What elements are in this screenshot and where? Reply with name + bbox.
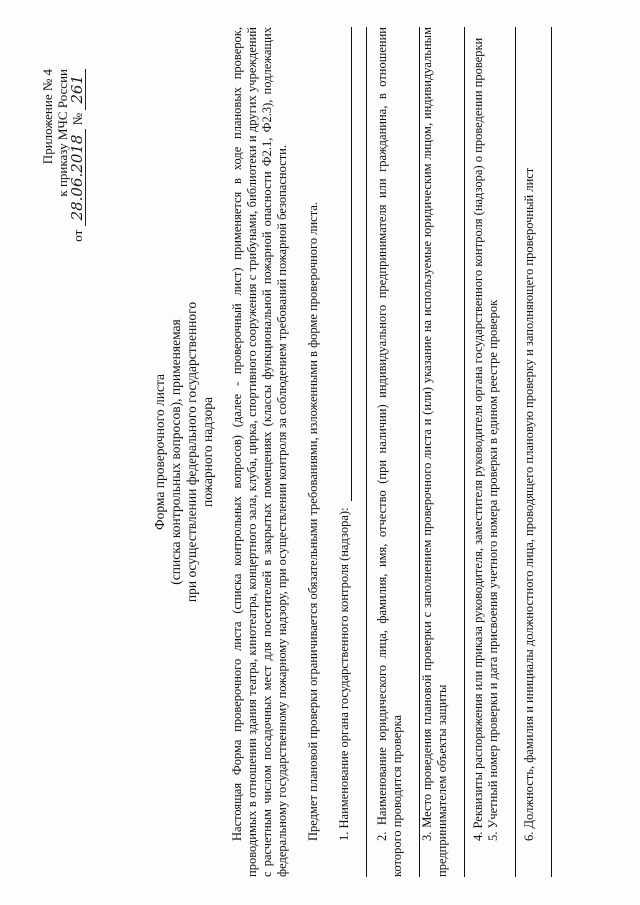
handwritten-date: 28.06.2018 xyxy=(70,129,86,227)
number-label: № xyxy=(70,112,85,126)
title-line-1: Форма проверочного листа xyxy=(152,373,167,531)
item-1-blank[interactable] xyxy=(339,27,352,501)
appendix-order-ref: к приказу МЧС России xyxy=(55,69,70,197)
title-line-4: пожарного надзора xyxy=(200,397,215,508)
item-1-blank-line[interactable] xyxy=(352,27,367,877)
from-label: от xyxy=(70,229,85,242)
subject-paragraph: Предмет плановой проверки ограничивается обязательными требованиями, изложенными в форме проверочного листа. xyxy=(306,202,320,841)
appendix-date-line xyxy=(70,69,86,242)
item-2-blank-line[interactable] xyxy=(405,27,420,877)
title-line-2: (списка контрольных вопросов), применяемая xyxy=(168,319,183,585)
appendix-number: Приложение № 4 xyxy=(40,69,55,165)
item-4: 4. Реквизиты распоряжения или приказа руководителя, заместителя руководителя органа государственного контроля (надзора) о проведении проверки xyxy=(471,37,485,841)
item-3: 3. Место проведения плановой проверки с заполнением проверочного листа и (или) указание на используемые юридическим лицом, индивидуальным предпринимателем объекты защиты xyxy=(420,27,449,877)
item-1 xyxy=(337,27,352,877)
item-6: 6. Должность, фамилия и инициалы должностного лица, проводящего плановую проверку и заполняющего проверочный лист xyxy=(522,167,536,841)
intro-paragraph: Настоящая Форма проверочного листа (списка контрольных вопросов) (далее - проверочный лист) применяется в ходе плановых проверок, проводимых в отношении здания театра, кинотеатра, концертного зала, клуба, цирка, спортивного сооружения с трибунами, библиотеки и других учреждений с расчетным числом посадочных мест для посетителей в закрытых помещениях (классы функциональной пожарной опасности Ф2.1, Ф2.3), подлежащих федеральному государственному пожарному надзору, при осуществлении контроля за соблюдением требований пожарной безопасности. xyxy=(230,27,289,877)
item-3-blank-line[interactable] xyxy=(450,27,465,877)
document-body xyxy=(230,27,552,877)
document-title xyxy=(152,27,216,877)
appendix-header xyxy=(40,69,86,242)
item-5: 5. Учетный номер проверки и дата присвоения учетного номера проверки в едином реестре проверок xyxy=(486,299,500,841)
item-2: 2. Наименование юридического лица, фамилия, имя, отчество (при наличии) индивидуального предпринимателя или гражданина, в отношении которого проводится проверка xyxy=(375,27,404,877)
title-line-3: при осуществлении федерального государственного xyxy=(184,301,199,603)
item-1-label: 1. Наименование органа государственного контроля (надзора): xyxy=(337,507,351,841)
item-5-blank-line[interactable] xyxy=(501,27,516,877)
item-6-blank-line[interactable] xyxy=(537,27,552,877)
handwritten-number: 261 xyxy=(70,69,86,110)
